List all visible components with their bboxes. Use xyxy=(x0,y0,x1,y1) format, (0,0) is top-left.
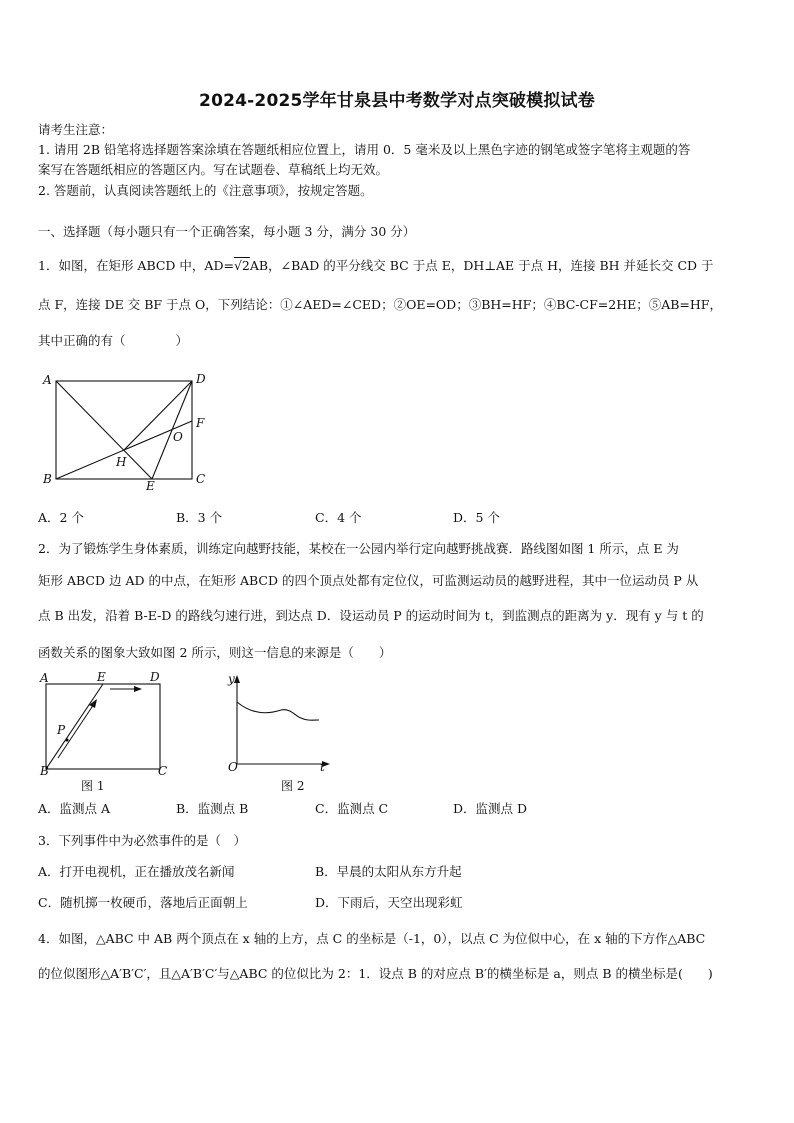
q2-fig1-label-C: C xyxy=(158,764,168,778)
q1-line-1 xyxy=(38,258,714,274)
q1-label-D: D xyxy=(196,372,206,386)
q1-label-H: H xyxy=(116,455,127,469)
q1-line-1a: 1．如图，在矩形 ABCD 中，AD= xyxy=(38,258,234,273)
q2-fig1-label-E: E xyxy=(97,670,106,684)
q2-fig2-label-y: y xyxy=(228,672,235,686)
q2-option-b: B．监测点 B xyxy=(176,801,249,816)
q2-options xyxy=(38,801,758,817)
q1-option-b: B．3 个 xyxy=(176,510,223,525)
q3-option-b: B．早晨的太阳从东方升起 xyxy=(315,864,462,879)
section-heading: 一、选择题（每小题只有一个正确答案，每小题 3 分，满分 30 分） xyxy=(38,224,416,239)
q2-fig1-label-P: P xyxy=(57,723,66,737)
q2-line-2: 矩形 ABCD 边 AD 的中点，在矩形 ABCD 的四个顶点处都有定位仪，可监测运动员的越野进程，其中一位运动员 P 从 xyxy=(38,573,699,588)
notice-line-2: 案写在答题纸相应的答题区内。写在试题卷、草稿纸上均无效。 xyxy=(38,162,389,177)
q2-fig2-curve xyxy=(237,702,319,720)
q2-option-c: C．监测点 C xyxy=(315,801,389,816)
q2-line-4: 函数关系的图象大致如图 2 所示，则这一信息的来源是（ ） xyxy=(38,645,392,660)
q3-options-row-1 xyxy=(38,864,758,880)
q2-option-a: A．监测点 A xyxy=(38,801,111,816)
q2-fig1-label-D: D xyxy=(150,670,160,684)
q1-label-E: E xyxy=(146,479,155,493)
q2-line-1: 2．为了锻炼学生身体素质，训练定向越野技能，某校在一公园内举行定向越野挑战赛．路线图如图 1 所示，点 E 为 xyxy=(38,541,679,556)
q1-label-C: C xyxy=(196,472,206,486)
q1-option-c: C．4 个 xyxy=(315,510,362,525)
q1-line-1b: AB，∠BAD 的平分线交 BC 于点 E，DH⊥AE 于点 H，连接 BH 并延长交 CD 于 xyxy=(249,258,714,273)
q1-line-2: 点 F，连接 DE 交 BF 于点 O，下列结论：①∠AED=∠CED；②OE=OD；③BH=HF；④BC-CF=2HE；⑤AB=HF， xyxy=(38,297,722,312)
q1-segment-BF xyxy=(56,421,192,479)
exam-title: 2024-2025学年甘泉县中考数学对点突破模拟试卷 xyxy=(199,91,595,111)
q1-label-B: B xyxy=(43,472,52,486)
q1-label-F: F xyxy=(196,416,205,430)
q1-option-a: A．2 个 xyxy=(38,510,84,525)
notice-line-1: 1. 请用 2B 铅笔将选择题答案涂填在答题纸相应位置上，请用 0．5 毫米及以上黑色字迹的钢笔或签字笔将主观题的答 xyxy=(38,142,691,157)
q3-option-c: C．随机掷一枚硬币，落地后正面朝上 xyxy=(38,895,248,910)
q3-line-1: 3．下列事件中为必然事件的是（ ） xyxy=(38,833,246,848)
q4-line-2: 的位似图形△A′B′C′，且△A′B′C′与△ABC 的位似比为 2：1．设点 B 的对应点 B′的横坐标是 a，则点 B 的横坐标是( ) xyxy=(38,966,713,981)
q2-fig2-label-t: t xyxy=(320,760,325,774)
q1-line-3: 其中正确的有（ ） xyxy=(38,333,189,348)
q4-line-1: 4．如图，△ABC 中 AB 两个顶点在 x 轴的上方，点 C 的坐标是（-1，0），以点 C 为位似中心，在 x 轴的下方作△ABC xyxy=(38,931,706,946)
q1-label-A: A xyxy=(43,373,52,387)
q1-figure xyxy=(40,372,220,497)
q2-fig1-caption: 图 1 xyxy=(81,779,105,793)
q1-option-d: D．5 个 xyxy=(453,510,500,525)
q1-label-O: O xyxy=(173,430,183,444)
q2-fig2-caption: 图 2 xyxy=(281,779,305,793)
q3-options-row-2 xyxy=(38,895,758,911)
q2-fig1-path-BE xyxy=(46,684,103,769)
notice-heading: 请考生注意： xyxy=(38,122,114,137)
q2-fig1-label-A: A xyxy=(40,671,49,685)
q2-figure-2 xyxy=(225,674,335,774)
q2-option-d: D．监测点 D xyxy=(453,801,528,816)
q1-sqrt: √2 xyxy=(233,258,250,273)
q2-fig1-label-B: B xyxy=(40,764,49,778)
q1-options xyxy=(38,510,758,526)
q1-segment-AE xyxy=(56,381,152,479)
q2-fig1-arrowhead-ED xyxy=(134,686,142,692)
notice-line-3: 2. 答题前，认真阅读答题纸上的《注意事项》，按规定答题。 xyxy=(38,183,373,198)
q3-option-a: A．打开电视机，正在播放茂名新闻 xyxy=(38,864,235,879)
q2-fig1-point-P xyxy=(65,738,68,741)
q2-line-3: 点 B 出发，沿着 B-E-D 的路线匀速行进，到达点 D．设运动员 P 的运动时间为 t，到监测点的距离为 y．现有 y 与 t 的 xyxy=(38,608,704,623)
q3-option-d: D．下雨后，天空出现彩虹 xyxy=(315,895,463,910)
q2-fig2-label-O: O xyxy=(228,760,238,774)
